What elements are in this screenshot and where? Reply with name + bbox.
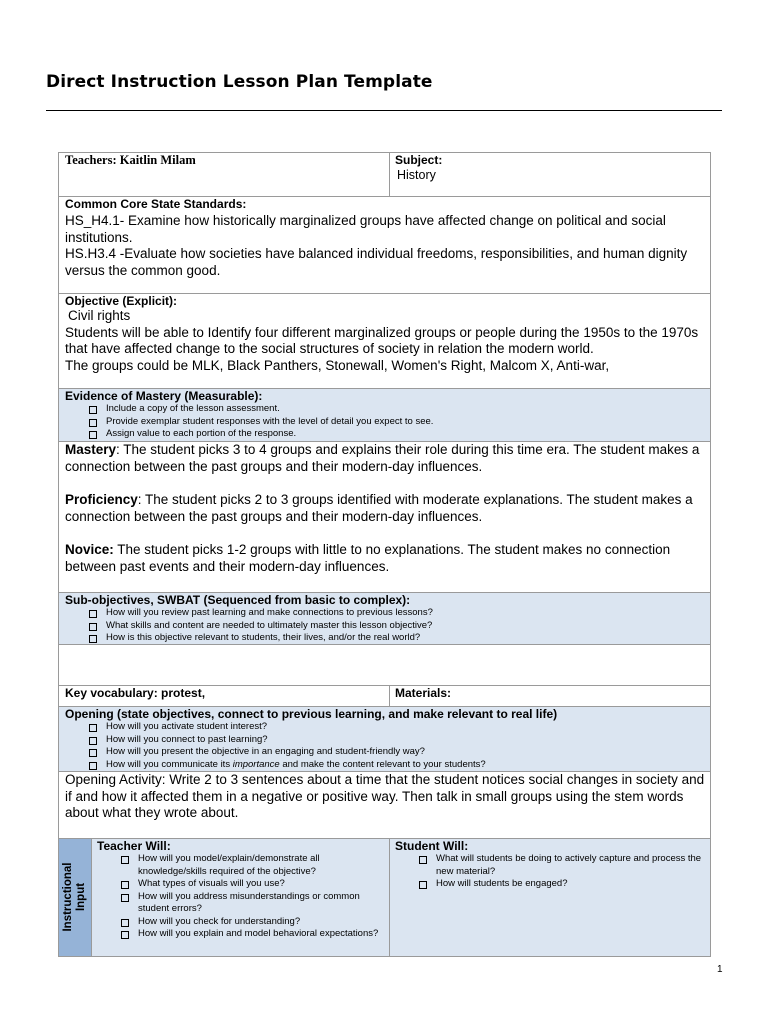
opening-content [65,707,705,771]
list-item: How will you check for understanding? [121,916,385,929]
teacher-will-column [97,839,385,941]
proficiency-text: : The student picks 2 to 3 groups identified with moderate explanations. The student makes a connection between the past groups and their modern-day influences. [65,492,693,524]
objective-text: Students will be able to Identify four different marginalized groups or people during the 1950s to the 1970s that have affected change to the social structures of society in relation the modern world. [65,324,699,356]
opening-activity-section [58,771,711,839]
list-item: Include a copy of the lesson assessment. [89,403,705,416]
subobjectives-label: Sub-objectives, SWBAT (Sequenced from basic to complex): [65,593,411,607]
mastery-levels-section [58,441,711,593]
teachers-label: Teachers: Kaitlin Milam [65,153,196,167]
list-item: How is this objective relevant to students, their lives, and/or the real world? [89,632,705,645]
instructional-input-line1: Instructional [62,862,74,932]
standards-label: Common Core State Standards: [65,197,247,211]
subject-value: History [397,168,436,182]
list-item: How will you explain and model behavioral expectations? [121,928,385,941]
teacher-will-list [121,853,385,941]
column-divider [389,839,390,956]
subobjectives-list [89,607,705,645]
list-item: How will students be engaged? [419,878,705,891]
objective-content [65,294,705,374]
proficiency-paragraph [65,492,705,525]
mastery-text: : The student picks 3 to 4 groups and explains their role during this time era. The student makes a connection between the past groups and their modern-day influences. [65,442,700,474]
list-item: How will you address misunderstandings or common student errors? [121,891,385,916]
teacher-will-label: Teacher Will: [97,839,171,853]
opening-list [89,721,705,771]
student-will-label: Student Will: [395,839,469,853]
proficiency-label: Proficiency [65,492,138,507]
empty-row [58,644,711,686]
novice-text: The student picks 1-2 groups with little to no explanations. The student makes no connection between past events and their modern-day influences. [65,542,671,574]
student-will-column [395,839,705,891]
novice-paragraph [65,542,705,575]
materials-label: Materials: [395,686,452,700]
list-item [89,759,705,772]
evidence-label: Evidence of Mastery (Measurable): [65,389,263,403]
evidence-section [58,388,711,442]
opening-item-4-end: and make the content relevant to your students? [279,758,486,770]
list-item: What will students be doing to actively capture and process the new material? [419,853,705,878]
evidence-content [65,389,705,441]
instructional-input-sidebar [59,839,92,956]
key-vocabulary-label: Key vocabulary: protest, [65,686,206,700]
opening-activity-text: Opening Activity: Write 2 to 3 sentences about a time that the student notices social changes in society and if and how it affected them in a negative or positive way. Then talk in small groups using the stem words about what they wrote about. [65,772,705,820]
standards-content [65,197,705,279]
column-divider [389,153,390,196]
standard-hs-h3-4: HS.H3.4 -Evaluate how societies have balanced individual freedoms, responsibilities, and human dignity versus the common good. [65,246,688,278]
list-item: How will you model/explain/demonstrate all knowledge/skills required of the objective? [121,853,385,878]
opening-section [58,706,711,772]
teacher-subject-row [58,152,711,197]
list-item: How will you review past learning and make connections to previous lessons? [89,607,705,620]
objective-groups: The groups could be MLK, Black Panthers, Stonewall, Women's Right, Malcom X, Anti-war, [65,357,610,373]
list-item: How will you activate student interest? [89,721,705,734]
opening-item-4-emphasis: importance [232,758,280,770]
instructional-input-label [62,862,88,931]
document-title: Direct Instruction Lesson Plan Template [46,72,433,92]
page-number: 1 [717,964,723,975]
evidence-list [89,403,705,441]
objective-section [58,293,711,389]
objective-topic: Civil rights [68,308,131,323]
objective-label: Objective (Explicit): [65,294,178,308]
list-item: How will you present the objective in an engaging and student-friendly way? [89,746,705,759]
list-item: What skills and content are needed to ultimately master this lesson objective? [89,620,705,633]
instructional-input-line2: Input [75,882,87,912]
instructional-input-section [58,838,711,957]
mastery-paragraph [65,442,705,475]
subobjectives-section [58,592,711,645]
opening-item-4-start: How will you communicate its [106,758,233,770]
mastery-label: Mastery [65,442,117,457]
vocabulary-materials-row [58,685,711,707]
standards-section [58,196,711,294]
list-item: How will you connect to past learning? [89,734,705,747]
mastery-levels-content [65,442,705,575]
column-divider [389,686,390,706]
list-item: Assign value to each portion of the response. [89,428,705,441]
standard-hs-h4-1: HS_H4.1- Examine how historically marginalized groups have affected change on political and social institutions. [65,213,666,245]
subobjectives-content [65,593,705,645]
list-item: What types of visuals will you use? [121,878,385,891]
list-item: Provide exemplar student responses with the level of detail you expect to see. [89,416,705,429]
opening-activity-content [65,772,705,822]
subject-label: Subject: [395,153,443,167]
student-will-list [419,853,705,891]
novice-label: Novice: [65,542,114,557]
opening-label: Opening (state objectives, connect to previous learning, and make relevant to real life) [65,707,558,721]
title-rule [46,110,722,111]
